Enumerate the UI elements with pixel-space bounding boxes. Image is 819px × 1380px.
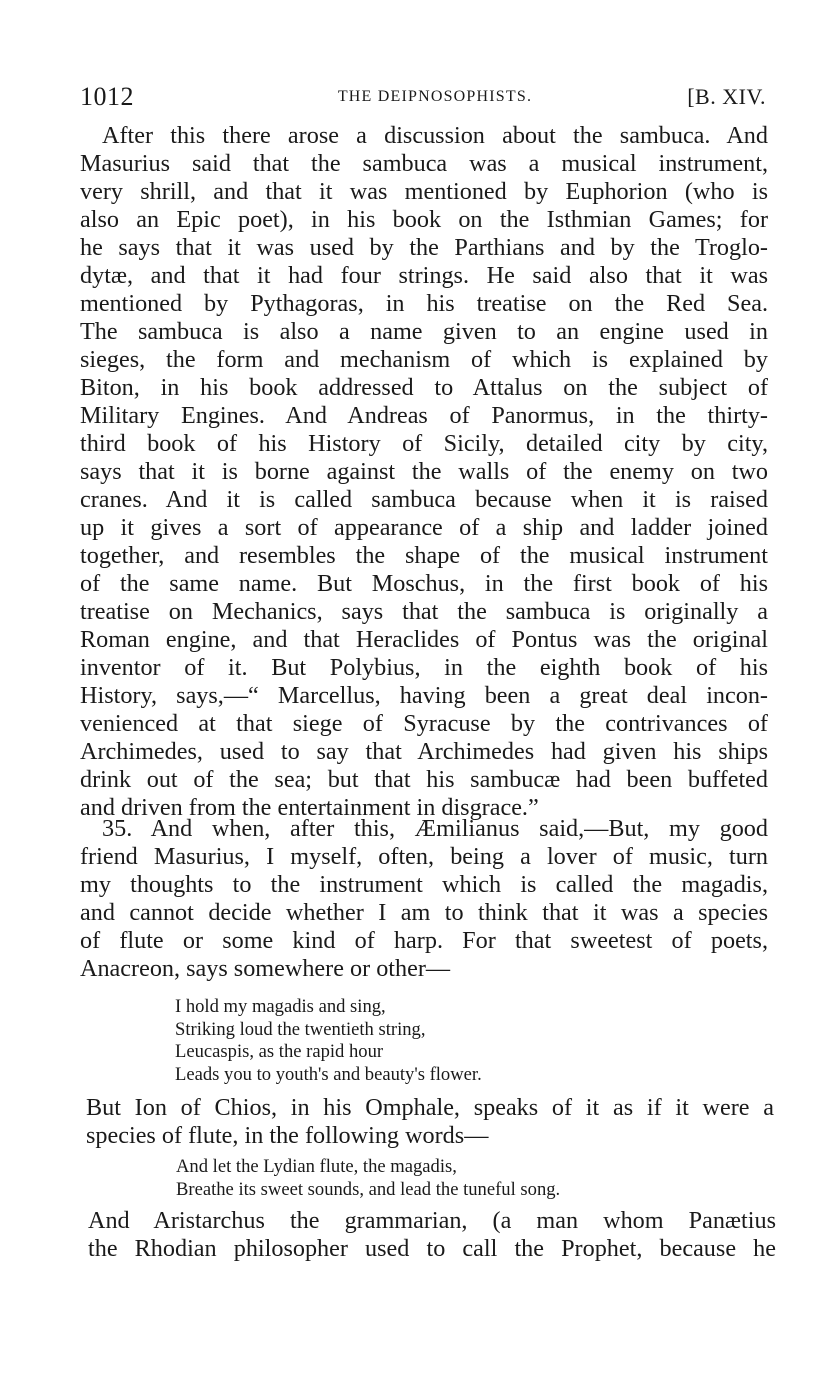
text-line: he says that it was used by the Parthians and by the Troglo- bbox=[80, 234, 768, 261]
text-line: 35. And when, after this, Æmilianus said,—But, my good bbox=[102, 815, 768, 842]
verse-ion bbox=[176, 1155, 696, 1201]
text-line: Military Engines. And Andreas of Panormus, in the thirty- bbox=[80, 402, 768, 429]
text-line: And Aristarchus the grammarian, (a man whom Panætius bbox=[88, 1207, 776, 1234]
text-line: third book of his History of Sicily, detailed city by city, bbox=[80, 430, 768, 457]
text-line: The sambuca is also a name given to an engine used in bbox=[80, 318, 768, 345]
text-line: of the same name. But Moschus, in the first book of his bbox=[80, 570, 768, 597]
text-line: says that it is borne against the walls of the enemy on two bbox=[80, 458, 768, 485]
text-line: History, says,—“ Marcellus, having been a great deal incon- bbox=[80, 682, 768, 709]
text-line: friend Masurius, I myself, often, being a lover of music, turn bbox=[80, 843, 768, 870]
text-line: of flute or some kind of harp. For that sweetest of poets, bbox=[80, 927, 768, 954]
text-line: drink out of the sea; but that his sambucæ had been buffeted bbox=[80, 766, 768, 793]
text-line: mentioned by Pythagoras, in his treatise on the Red Sea. bbox=[80, 290, 768, 317]
text-line: my thoughts to the instrument which is called the magadis, bbox=[80, 871, 768, 898]
text-line: together, and resembles the shape of the musical instrument bbox=[80, 542, 768, 569]
text-line: also an Epic poet), in his book on the Isthmian Games; for bbox=[80, 206, 768, 233]
paragraph-sambuca bbox=[80, 122, 768, 822]
text-line: inventor of it. But Polybius, in the eighth book of his bbox=[80, 654, 768, 681]
text-line: Archimedes, used to say that Archimedes had given his ships bbox=[80, 738, 768, 765]
verse-line: And let the Lydian flute, the magadis, bbox=[176, 1156, 457, 1177]
page-header bbox=[80, 80, 770, 114]
text-line: sieges, the form and mechanism of which is explained by bbox=[80, 346, 768, 373]
text-line: Masurius said that the sambuca was a musical instrument, bbox=[80, 150, 768, 177]
running-title: THE DEIPNOSOPHISTS. bbox=[337, 88, 533, 105]
verse-line: I hold my magadis and sing, bbox=[175, 996, 386, 1017]
verse-line: Leads you to youth's and beauty's flower. bbox=[175, 1063, 482, 1085]
page-number: 1012 bbox=[80, 82, 134, 111]
text-line: up it gives a sort of appearance of a ship and ladder joined bbox=[80, 514, 768, 541]
paragraph-magadis bbox=[80, 815, 768, 983]
text-line: species of flute, in the following words— bbox=[86, 1122, 489, 1149]
text-line: the Rhodian philosopher used to call the Prophet, because he bbox=[88, 1235, 776, 1262]
paragraph-ion bbox=[86, 1094, 774, 1150]
text-line: But Ion of Chios, in his Omphale, speaks of it as if it were a bbox=[86, 1094, 774, 1121]
text-line: Roman engine, and that Heraclides of Pontus was the original bbox=[80, 626, 768, 653]
verse-line: Leucaspis, as the rapid hour bbox=[175, 1041, 384, 1062]
text-line: Biton, in his book addressed to Attalus on the subject of bbox=[80, 374, 768, 401]
text-line: and driven from the entertainment in disgrace.” bbox=[80, 794, 539, 821]
verse-line: Striking loud the twentieth string, bbox=[175, 1018, 426, 1040]
text-line: cranes. And it is called sambuca because when it is raised bbox=[80, 486, 768, 513]
text-line: After this there arose a discussion about the sambuca. And bbox=[102, 122, 768, 149]
verse-line: Breathe its sweet sounds, and lead the tuneful song. bbox=[176, 1179, 561, 1200]
text-line: venienced at that siege of Syracuse by the contrivances of bbox=[80, 710, 768, 737]
book-reference: [B. XIV. bbox=[687, 84, 766, 109]
verse-anacreon bbox=[175, 996, 595, 1086]
text-line: treatise on Mechanics, says that the sambuca is originally a bbox=[80, 598, 768, 625]
text-line: dytæ, and that it had four strings. He said also that it was bbox=[80, 262, 768, 289]
text-line: very shrill, and that it was mentioned by Euphorion (who is bbox=[80, 178, 768, 205]
text-line: and cannot decide whether I am to think that it was a species bbox=[80, 899, 768, 926]
paragraph-aristarchus bbox=[88, 1207, 776, 1263]
text-line: Anacreon, says somewhere or other— bbox=[80, 955, 451, 982]
